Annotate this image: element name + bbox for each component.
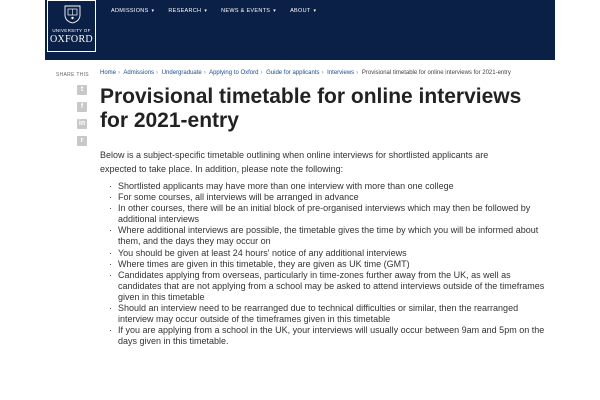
nav-research[interactable]	[168, 8, 207, 14]
nav-label: ABOUT	[290, 8, 311, 14]
list-item: · Candidates applying from overseas, particularly in time-zones further away from the UK, as well as candidates that are not applying from a school may be asked to attend interviews outside of the timeframes given in this timetable	[107, 270, 547, 303]
chevron-down-icon: ▾	[151, 8, 155, 14]
nav-about[interactable]	[290, 8, 316, 14]
page-title: Provisional timetable for online interviews for 2021-entry	[100, 85, 522, 132]
list-item: · For some courses, all interviews will be arranged in advance	[107, 192, 547, 203]
crest-icon	[64, 5, 81, 24]
logo-line2: OXFORD	[50, 34, 93, 45]
oxford-logo[interactable]	[47, 0, 96, 52]
list-item: · You should be given at least 24 hours' notice of any additional interviews	[107, 248, 547, 259]
breadcrumb-home[interactable]: Home	[100, 70, 117, 76]
chevron-right-icon: ›	[156, 70, 159, 76]
list-item: · If you are applying from a school in the UK, your interviews will usually occur between 9am and 5pm on the days given in this timetable.	[107, 325, 547, 347]
chevron-right-icon: ›	[203, 70, 206, 76]
main-nav	[111, 8, 316, 14]
breadcrumb-guide[interactable]: Guide for applicants	[266, 70, 320, 76]
breadcrumb	[100, 70, 511, 76]
list-item: · In other courses, there will be an initial block of pre-organised interviews which may then be followed by additional interviews	[107, 203, 547, 225]
breadcrumb-current: Provisional timetable for online interviews for 2021-entry	[361, 70, 511, 76]
breadcrumb-interviews[interactable]: Interviews	[327, 70, 355, 76]
nav-label: ADMISSIONS	[111, 8, 149, 14]
chevron-down-icon: ▾	[204, 8, 208, 14]
nav-label: NEWS & EVENTS	[221, 8, 271, 14]
list-item: · Where times are given in this timetable, they are given as UK time (GMT)	[107, 259, 547, 270]
intro-paragraph: Below is a subject-specific timetable outlining when online interviews for shortlisted applicants are expected to take place. In addition, please note the following:	[100, 150, 489, 174]
breadcrumb-undergraduate[interactable]: Undergraduate	[161, 70, 202, 76]
nav-label: RESEARCH	[168, 8, 202, 14]
chevron-right-icon: ›	[260, 70, 263, 76]
share-label: SHARE THIS	[56, 72, 89, 78]
chevron-right-icon: ›	[118, 70, 121, 76]
nav-admissions[interactable]	[111, 8, 154, 14]
site-header	[45, 0, 555, 60]
chevron-right-icon: ›	[321, 70, 324, 76]
nav-news-events[interactable]	[221, 8, 276, 14]
breadcrumb-admissions[interactable]: Admissions	[123, 70, 155, 76]
list-item: · Where additional interviews are possible, the timetable gives the time by which you will be informed about them, and the days they may occur on	[107, 225, 547, 247]
chevron-down-icon: ▾	[273, 8, 277, 14]
breadcrumb-applying[interactable]: Applying to Oxford	[209, 70, 259, 76]
share-panel	[56, 72, 92, 146]
chevron-down-icon: ▾	[313, 8, 317, 14]
notes-list	[107, 181, 547, 347]
list-item: · Should an interview need to be rearranged due to technical difficulties or similar, then the rearranged interview may occur outside of the timeframes given in this timetable	[107, 303, 547, 325]
linkedin-icon[interactable]: in	[78, 120, 86, 127]
reddit-icon[interactable]: r	[77, 136, 87, 146]
twitter-icon[interactable]: t	[77, 85, 87, 95]
chevron-right-icon: ›	[356, 70, 359, 76]
logo-line1: UNIVERSITY OF	[52, 28, 91, 33]
facebook-icon[interactable]: f	[77, 102, 87, 112]
list-item: · Shortlisted applicants may have more than one interview with more than one college	[107, 181, 547, 192]
